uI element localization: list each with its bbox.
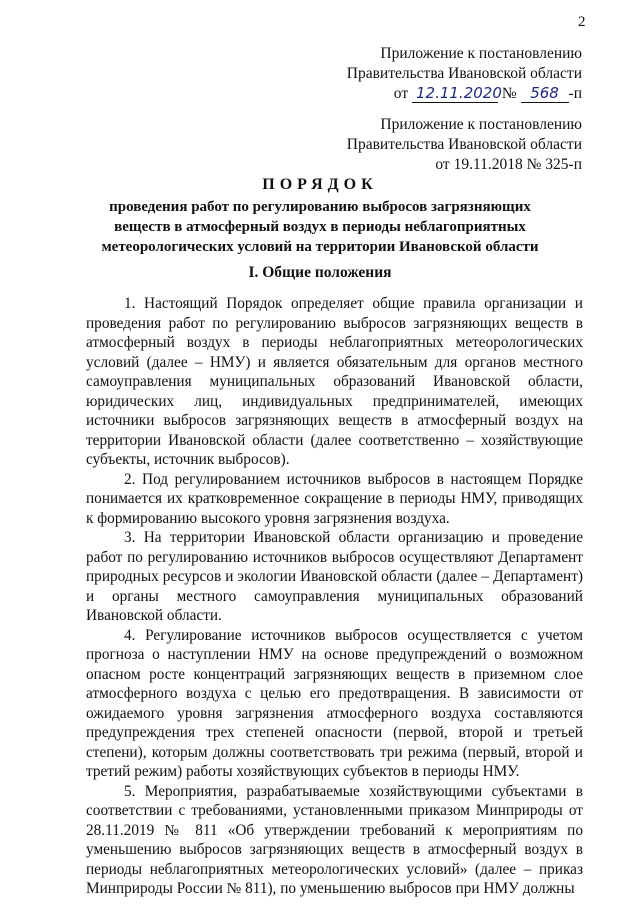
appendix-line-2: Правительства Ивановской области <box>346 65 582 82</box>
appendix-line-1: Приложение к постановлению <box>380 116 582 133</box>
appendix-date-line <box>336 84 582 104</box>
paragraph-3: 3. На территории Ивановской области организацию и проведение работ по регулированию источников выбросов осуществляют Департамент природных ресурсов и экологии Ивановской области (далее – Департамент) и органы местного самоуправления муниципальных образований Ивановской области. <box>86 529 583 624</box>
document-body <box>86 294 583 899</box>
number-suffix: -п <box>568 85 582 102</box>
document-subtitle: проведения работ по регулированию выбросов загрязняющих веществ в атмосферный воздух в периоды неблагоприятных метеорологических условий на территории Ивановской области <box>101 199 539 255</box>
section-heading: I. Общие положения <box>248 264 392 281</box>
handwritten-date: 12.11.2020 <box>412 85 498 103</box>
paragraph-1: 1. Настоящий Порядок определяет общие правила организации и проведения работ по регулированию выбросов загрязняющих веществ в атмосферный воздух в периоды неблагоприятных метеорологических условий (далее – НМУ) и является обязательным для органов местного самоуправления муниципальных образований Ивановской области, юридических лиц, индивидуальных предпринимателей, имеющих источники выбросов загрязняющих веществ в атмосферный воздух на территории Ивановской области (далее соответственно – хозяйствующие субъекты, источник выбросов). <box>86 295 583 468</box>
paragraph-2: 2. Под регулированием источников выбросов в настоящем Порядке понимается их кратковременное сокращение в периоды НМУ, приводящих к формированию высокого уровня загрязнения воздуха. <box>86 470 583 527</box>
number-prefix: № <box>501 85 517 102</box>
appendix-line-3: от 19.11.2018 № 325-п <box>435 156 582 173</box>
handwritten-number: 568 <box>521 85 569 103</box>
paragraph-5: 5. Мероприятия, разрабатываемые хозяйствующими субъектами в соответствии с требованиями, установленными приказом Минприроды от 28.11.2019 № 811 «Об утверждении требований к мероприятиям по уменьшению выбросов загрязняющих веществ в атмосферный воздух в периоды неблагоприятных метеорологических условий» (далее – приказ Минприроды России № 811), по уменьшению выбросов при НМУ должны <box>86 782 583 897</box>
appendix-line-2: Правительства Ивановской области <box>346 136 582 153</box>
document-title: ПОРЯДОК <box>262 176 378 193</box>
paragraph-4: 4. Регулирование источников выбросов осуществляется с учетом прогноза о наступлении НМУ на основе предупреждений о возможном опасном росте концентраций загрязняющих веществ в приземном слое атмосферного воздуха с целью его предотвращения. В зависимости от ожидаемого уровня загрязнения атмосферного воздуха составляются предупреждения трех степеней опасности (первой, второй и третьей степени), которым должны соответствовать три режима (первый, второй и третий режим) работы хозяйствующих субъектов в периоды НМУ. <box>86 626 583 780</box>
appendix-block-current <box>336 44 582 104</box>
page-number: 2 <box>578 14 586 30</box>
date-prefix: от <box>393 85 409 102</box>
appendix-block-original <box>336 115 582 175</box>
appendix-line-1: Приложение к постановлению <box>380 45 582 62</box>
